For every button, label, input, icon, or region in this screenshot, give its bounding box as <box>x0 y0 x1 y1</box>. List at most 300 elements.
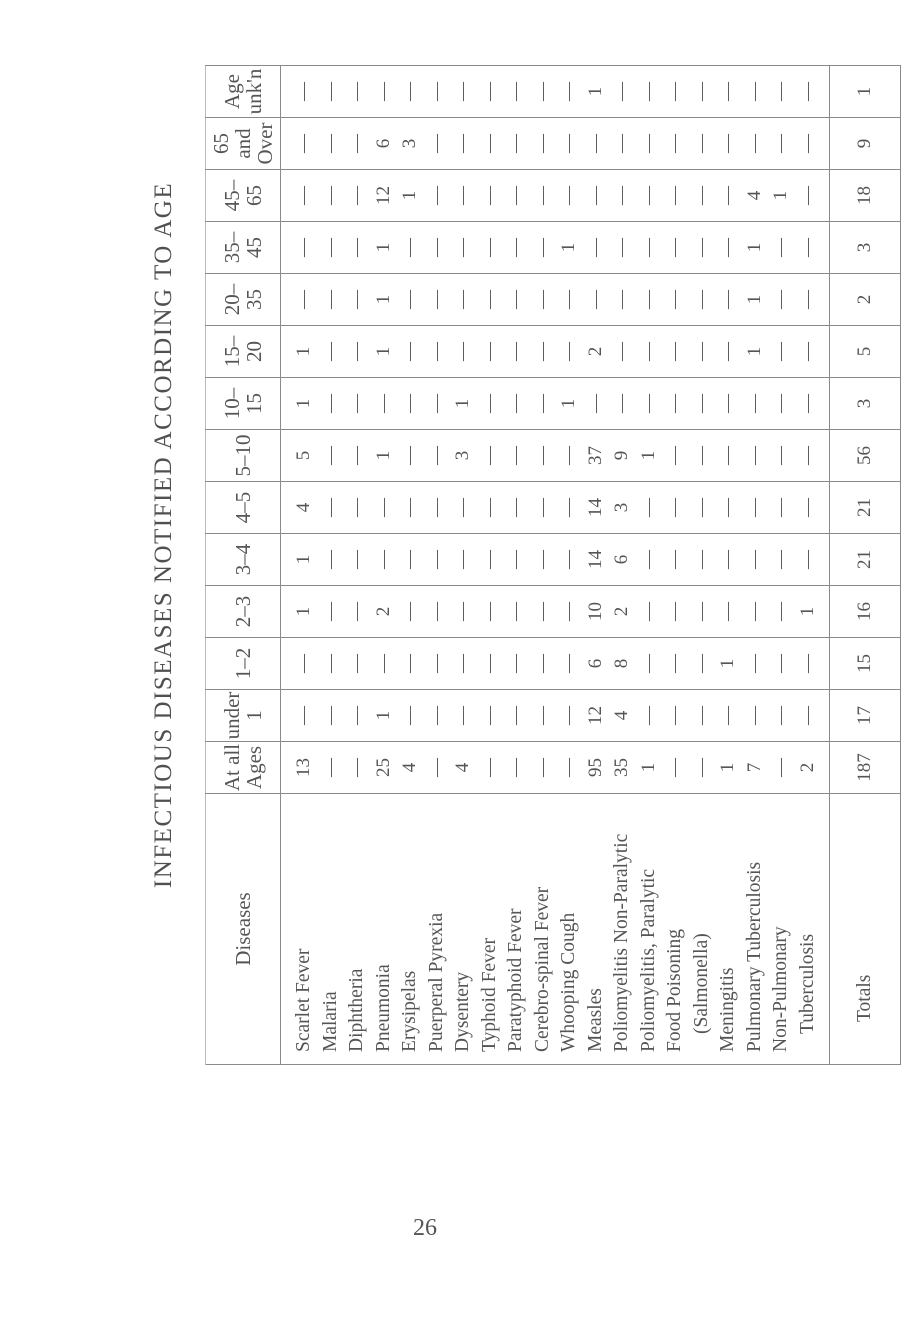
spacer-cell <box>821 638 830 690</box>
count-cell: 1 <box>715 638 742 690</box>
spacer-cell <box>821 326 830 378</box>
count-cell: — <box>609 170 636 222</box>
count-cell: — <box>795 274 822 326</box>
count-cell: 6 <box>583 638 610 690</box>
table-row <box>371 66 398 1065</box>
total-cell: 16 <box>830 586 901 638</box>
table-row <box>795 66 822 1065</box>
totals-row <box>830 66 901 1065</box>
total-cell: 18 <box>830 170 901 222</box>
count-cell: — <box>530 742 557 794</box>
count-cell: — <box>742 430 769 482</box>
count-cell: — <box>583 274 610 326</box>
count-cell: 14 <box>583 482 610 534</box>
count-cell: — <box>424 534 451 586</box>
count-cell: — <box>795 690 822 742</box>
table-row <box>281 66 318 1065</box>
total-cell: 3 <box>830 222 901 274</box>
count-cell: — <box>662 274 689 326</box>
column-header: 1–2 <box>206 638 281 690</box>
table-row <box>397 66 424 1065</box>
disease-name: Food Poisoning <box>662 794 689 1065</box>
count-cell: — <box>583 170 610 222</box>
count-cell: — <box>281 690 318 742</box>
count-cell: — <box>556 170 583 222</box>
table-row <box>742 66 769 1065</box>
count-cell: 1 <box>371 430 398 482</box>
count-cell: 25 <box>371 742 398 794</box>
count-cell: — <box>318 170 345 222</box>
column-header: 45–65 <box>206 170 281 222</box>
count-cell: — <box>503 430 530 482</box>
count-cell: — <box>344 222 371 274</box>
count-cell: — <box>715 274 742 326</box>
count-cell: 2 <box>583 326 610 378</box>
count-cell: — <box>689 482 716 534</box>
count-cell: — <box>556 430 583 482</box>
count-cell: — <box>662 222 689 274</box>
count-cell: — <box>662 586 689 638</box>
count-cell: — <box>424 482 451 534</box>
count-cell: — <box>715 430 742 482</box>
count-cell: — <box>344 66 371 118</box>
table-row <box>583 66 610 1065</box>
spacer-cell <box>821 482 830 534</box>
disease-name: Malaria <box>318 794 345 1065</box>
total-cell: 21 <box>830 482 901 534</box>
total-cell: 21 <box>830 534 901 586</box>
spacer-cell <box>821 222 830 274</box>
count-cell: — <box>530 66 557 118</box>
total-cell: 5 <box>830 326 901 378</box>
column-header: 10–15 <box>206 378 281 430</box>
count-cell: — <box>397 222 424 274</box>
count-cell: — <box>503 274 530 326</box>
count-cell: 35 <box>609 742 636 794</box>
disease-name: Erysipelas <box>397 794 424 1065</box>
count-cell: 14 <box>583 534 610 586</box>
count-cell: — <box>503 534 530 586</box>
count-cell: — <box>742 638 769 690</box>
count-cell: — <box>795 222 822 274</box>
count-cell: — <box>477 326 504 378</box>
count-cell: — <box>662 742 689 794</box>
spacer-cell <box>821 794 830 1065</box>
count-cell: — <box>344 638 371 690</box>
table-row <box>344 66 371 1065</box>
disease-name: Whooping Cough <box>556 794 583 1065</box>
count-cell: — <box>424 742 451 794</box>
column-header: Age unk'n <box>206 66 281 118</box>
count-cell: — <box>662 430 689 482</box>
count-cell: 2 <box>371 586 398 638</box>
count-cell: — <box>371 482 398 534</box>
count-cell: — <box>662 118 689 170</box>
count-cell: — <box>768 222 795 274</box>
count-cell: — <box>795 66 822 118</box>
count-cell: — <box>450 638 477 690</box>
count-cell: — <box>503 586 530 638</box>
count-cell: — <box>344 170 371 222</box>
count-cell: — <box>768 378 795 430</box>
count-cell: — <box>281 274 318 326</box>
count-cell: 6 <box>371 118 398 170</box>
count-cell: — <box>530 378 557 430</box>
disease-name: Pulmonary Tuberculosis <box>742 794 769 1065</box>
disease-name: (Salmonella) <box>689 794 716 1065</box>
disease-name: Typhoid Fever <box>477 794 504 1065</box>
count-cell: — <box>318 274 345 326</box>
count-cell: — <box>424 326 451 378</box>
count-cell: 4 <box>742 170 769 222</box>
table-row <box>477 66 504 1065</box>
count-cell: — <box>636 222 663 274</box>
count-cell: 3 <box>609 482 636 534</box>
count-cell: — <box>503 170 530 222</box>
table-row <box>450 66 477 1065</box>
count-cell: — <box>715 170 742 222</box>
count-cell: 1 <box>556 222 583 274</box>
count-cell: — <box>281 222 318 274</box>
count-cell: 6 <box>609 534 636 586</box>
table-body <box>281 66 901 1065</box>
count-cell: 10 <box>583 586 610 638</box>
disease-name: Diphtheria <box>344 794 371 1065</box>
count-cell: — <box>768 274 795 326</box>
count-cell: — <box>689 170 716 222</box>
count-cell: — <box>450 326 477 378</box>
count-cell: — <box>318 638 345 690</box>
count-cell: 3 <box>397 118 424 170</box>
spacer-cell <box>821 430 830 482</box>
count-cell: — <box>662 638 689 690</box>
count-cell: 1 <box>450 378 477 430</box>
count-cell: — <box>397 482 424 534</box>
count-cell: — <box>503 482 530 534</box>
count-cell: — <box>397 378 424 430</box>
count-cell: — <box>768 66 795 118</box>
spacer-cell <box>821 118 830 170</box>
table-row <box>662 66 689 1065</box>
count-cell: 1 <box>742 222 769 274</box>
count-cell: — <box>662 534 689 586</box>
count-cell: — <box>477 534 504 586</box>
column-header: At all Ages <box>206 742 281 794</box>
count-cell: 1 <box>715 742 742 794</box>
count-cell: 1 <box>371 222 398 274</box>
count-cell: — <box>609 326 636 378</box>
column-header: 3–4 <box>206 534 281 586</box>
count-cell: — <box>477 430 504 482</box>
count-cell: — <box>795 430 822 482</box>
count-cell: — <box>530 638 557 690</box>
count-cell: — <box>715 690 742 742</box>
count-cell: — <box>768 638 795 690</box>
spacer-cell <box>821 274 830 326</box>
count-cell: — <box>636 118 663 170</box>
count-cell: — <box>530 326 557 378</box>
count-cell: — <box>742 690 769 742</box>
count-cell: 1 <box>556 378 583 430</box>
column-header: 4–5 <box>206 482 281 534</box>
count-cell: — <box>477 638 504 690</box>
count-cell: — <box>318 222 345 274</box>
count-cell: — <box>344 534 371 586</box>
count-cell: — <box>636 274 663 326</box>
count-cell: — <box>636 482 663 534</box>
count-cell: — <box>689 222 716 274</box>
count-cell: — <box>715 534 742 586</box>
count-cell: — <box>768 534 795 586</box>
spacer-cell <box>821 534 830 586</box>
count-cell: — <box>795 482 822 534</box>
count-cell: — <box>530 482 557 534</box>
disease-name: Tuberculosis <box>795 794 822 1065</box>
count-cell: — <box>424 66 451 118</box>
count-cell: — <box>477 742 504 794</box>
count-cell: 1 <box>397 170 424 222</box>
count-cell: — <box>609 222 636 274</box>
count-cell: — <box>556 118 583 170</box>
count-cell: — <box>715 586 742 638</box>
count-cell: — <box>318 378 345 430</box>
count-cell: — <box>556 690 583 742</box>
count-cell: — <box>689 66 716 118</box>
disease-name: Measles <box>583 794 610 1065</box>
count-cell: — <box>424 274 451 326</box>
count-cell: — <box>450 66 477 118</box>
count-cell: — <box>397 274 424 326</box>
count-cell: — <box>503 690 530 742</box>
count-cell: 1 <box>795 586 822 638</box>
count-cell: — <box>689 638 716 690</box>
count-cell: — <box>768 482 795 534</box>
spacer-row <box>821 66 830 1065</box>
count-cell: — <box>583 222 610 274</box>
count-cell: — <box>397 66 424 118</box>
count-cell: — <box>397 690 424 742</box>
spacer-cell <box>821 378 830 430</box>
count-cell: — <box>344 742 371 794</box>
count-cell: — <box>371 66 398 118</box>
count-cell: — <box>397 326 424 378</box>
count-cell: — <box>556 534 583 586</box>
count-cell: — <box>742 118 769 170</box>
count-cell: — <box>530 430 557 482</box>
disease-name: Cerebro-spinal Fever <box>530 794 557 1065</box>
count-cell: — <box>477 118 504 170</box>
count-cell: — <box>344 586 371 638</box>
count-cell: — <box>795 118 822 170</box>
count-cell: — <box>742 66 769 118</box>
page-title: INFECTIOUS DISEASES NOTIFIED ACCORDING TO AGE <box>150 181 177 889</box>
count-cell: — <box>689 118 716 170</box>
count-cell: 8 <box>609 638 636 690</box>
column-header: 2–3 <box>206 586 281 638</box>
count-cell: 1 <box>371 326 398 378</box>
count-cell: — <box>450 118 477 170</box>
count-cell: 3 <box>450 430 477 482</box>
count-cell: — <box>715 482 742 534</box>
count-cell: — <box>344 482 371 534</box>
count-cell: 37 <box>583 430 610 482</box>
count-cell: — <box>795 170 822 222</box>
count-cell: — <box>503 326 530 378</box>
column-header: 65 and Over <box>206 118 281 170</box>
table-row <box>715 66 742 1065</box>
count-cell: — <box>318 586 345 638</box>
count-cell: — <box>318 66 345 118</box>
table-row <box>424 66 451 1065</box>
count-cell: — <box>742 378 769 430</box>
count-cell: — <box>689 274 716 326</box>
count-cell: — <box>556 742 583 794</box>
count-cell: — <box>281 638 318 690</box>
count-cell: — <box>768 326 795 378</box>
count-cell: — <box>477 66 504 118</box>
count-cell: — <box>397 534 424 586</box>
count-cell: — <box>636 170 663 222</box>
count-cell: — <box>503 118 530 170</box>
count-cell: — <box>662 170 689 222</box>
count-cell: — <box>768 742 795 794</box>
spacer-cell <box>821 66 830 118</box>
count-cell: — <box>424 430 451 482</box>
count-cell: — <box>662 482 689 534</box>
count-cell: 9 <box>609 430 636 482</box>
count-cell: — <box>424 118 451 170</box>
total-cell: 9 <box>830 118 901 170</box>
count-cell: — <box>530 170 557 222</box>
totals-label: Totals <box>830 794 901 1065</box>
disease-name: Paratyphoid Fever <box>503 794 530 1065</box>
count-cell: 7 <box>742 742 769 794</box>
count-cell: — <box>556 482 583 534</box>
count-cell: — <box>318 326 345 378</box>
count-cell: 12 <box>583 690 610 742</box>
count-cell: — <box>503 66 530 118</box>
count-cell: 5 <box>281 430 318 482</box>
total-cell: 17 <box>830 690 901 742</box>
total-cell: 56 <box>830 430 901 482</box>
count-cell: — <box>424 586 451 638</box>
count-cell: — <box>715 118 742 170</box>
count-cell: — <box>742 586 769 638</box>
count-cell: — <box>715 222 742 274</box>
count-cell: — <box>397 430 424 482</box>
count-cell: — <box>689 586 716 638</box>
count-cell: — <box>795 534 822 586</box>
table-row <box>556 66 583 1065</box>
count-cell: — <box>397 638 424 690</box>
count-cell: — <box>662 326 689 378</box>
count-cell: — <box>477 378 504 430</box>
count-cell: — <box>344 690 371 742</box>
total-cell: 15 <box>830 638 901 690</box>
count-cell: — <box>503 638 530 690</box>
count-cell: — <box>636 638 663 690</box>
count-cell: — <box>609 118 636 170</box>
total-cell: 1 <box>830 66 901 118</box>
table-row <box>689 66 716 1065</box>
count-cell: — <box>662 378 689 430</box>
count-cell: — <box>715 326 742 378</box>
count-cell: — <box>281 66 318 118</box>
count-cell: 4 <box>450 742 477 794</box>
count-cell: — <box>477 222 504 274</box>
count-cell: — <box>556 66 583 118</box>
count-cell: — <box>318 690 345 742</box>
count-cell: — <box>424 222 451 274</box>
count-cell: — <box>477 170 504 222</box>
count-cell: 13 <box>281 742 318 794</box>
count-cell: — <box>768 586 795 638</box>
count-cell: — <box>689 378 716 430</box>
count-cell: 1 <box>636 742 663 794</box>
table-row <box>530 66 557 1065</box>
count-cell: — <box>556 326 583 378</box>
count-cell: 1 <box>742 326 769 378</box>
column-header: 15–20 <box>206 326 281 378</box>
count-cell: — <box>477 482 504 534</box>
disease-name: Poliomyelitis, Paralytic <box>636 794 663 1065</box>
count-cell: — <box>371 638 398 690</box>
count-cell: — <box>636 326 663 378</box>
count-cell: 4 <box>609 690 636 742</box>
count-cell: 1 <box>636 430 663 482</box>
count-cell: — <box>450 690 477 742</box>
count-cell: — <box>689 326 716 378</box>
count-cell: — <box>662 66 689 118</box>
disease-name: Meningitis <box>715 794 742 1065</box>
count-cell: — <box>530 274 557 326</box>
disease-name: Pneumonia <box>371 794 398 1065</box>
count-cell: — <box>371 534 398 586</box>
count-cell: 1 <box>371 690 398 742</box>
count-cell: — <box>636 586 663 638</box>
count-cell: — <box>477 586 504 638</box>
disease-name: Non-Pulmonary <box>768 794 795 1065</box>
table-row <box>768 66 795 1065</box>
table-row <box>636 66 663 1065</box>
count-cell: — <box>556 638 583 690</box>
count-cell: — <box>318 742 345 794</box>
spacer-cell <box>821 586 830 638</box>
total-cell: 2 <box>830 274 901 326</box>
count-cell: — <box>795 638 822 690</box>
count-cell: — <box>609 274 636 326</box>
disease-name: Poliomyelitis Non-Paralytic <box>609 794 636 1065</box>
column-header: 5–10 <box>206 430 281 482</box>
count-cell: — <box>636 378 663 430</box>
count-cell: — <box>636 66 663 118</box>
count-cell: — <box>424 378 451 430</box>
count-cell: — <box>636 534 663 586</box>
count-cell: 1 <box>371 274 398 326</box>
table-row <box>503 66 530 1065</box>
page-number: 26 <box>413 1215 437 1241</box>
total-cell: 3 <box>830 378 901 430</box>
count-cell: — <box>768 430 795 482</box>
count-cell: — <box>503 222 530 274</box>
count-cell: — <box>530 534 557 586</box>
count-cell: — <box>318 482 345 534</box>
count-cell: — <box>344 274 371 326</box>
count-cell: — <box>397 586 424 638</box>
count-cell: 4 <box>281 482 318 534</box>
count-cell: 2 <box>795 742 822 794</box>
column-header: 35–45 <box>206 222 281 274</box>
